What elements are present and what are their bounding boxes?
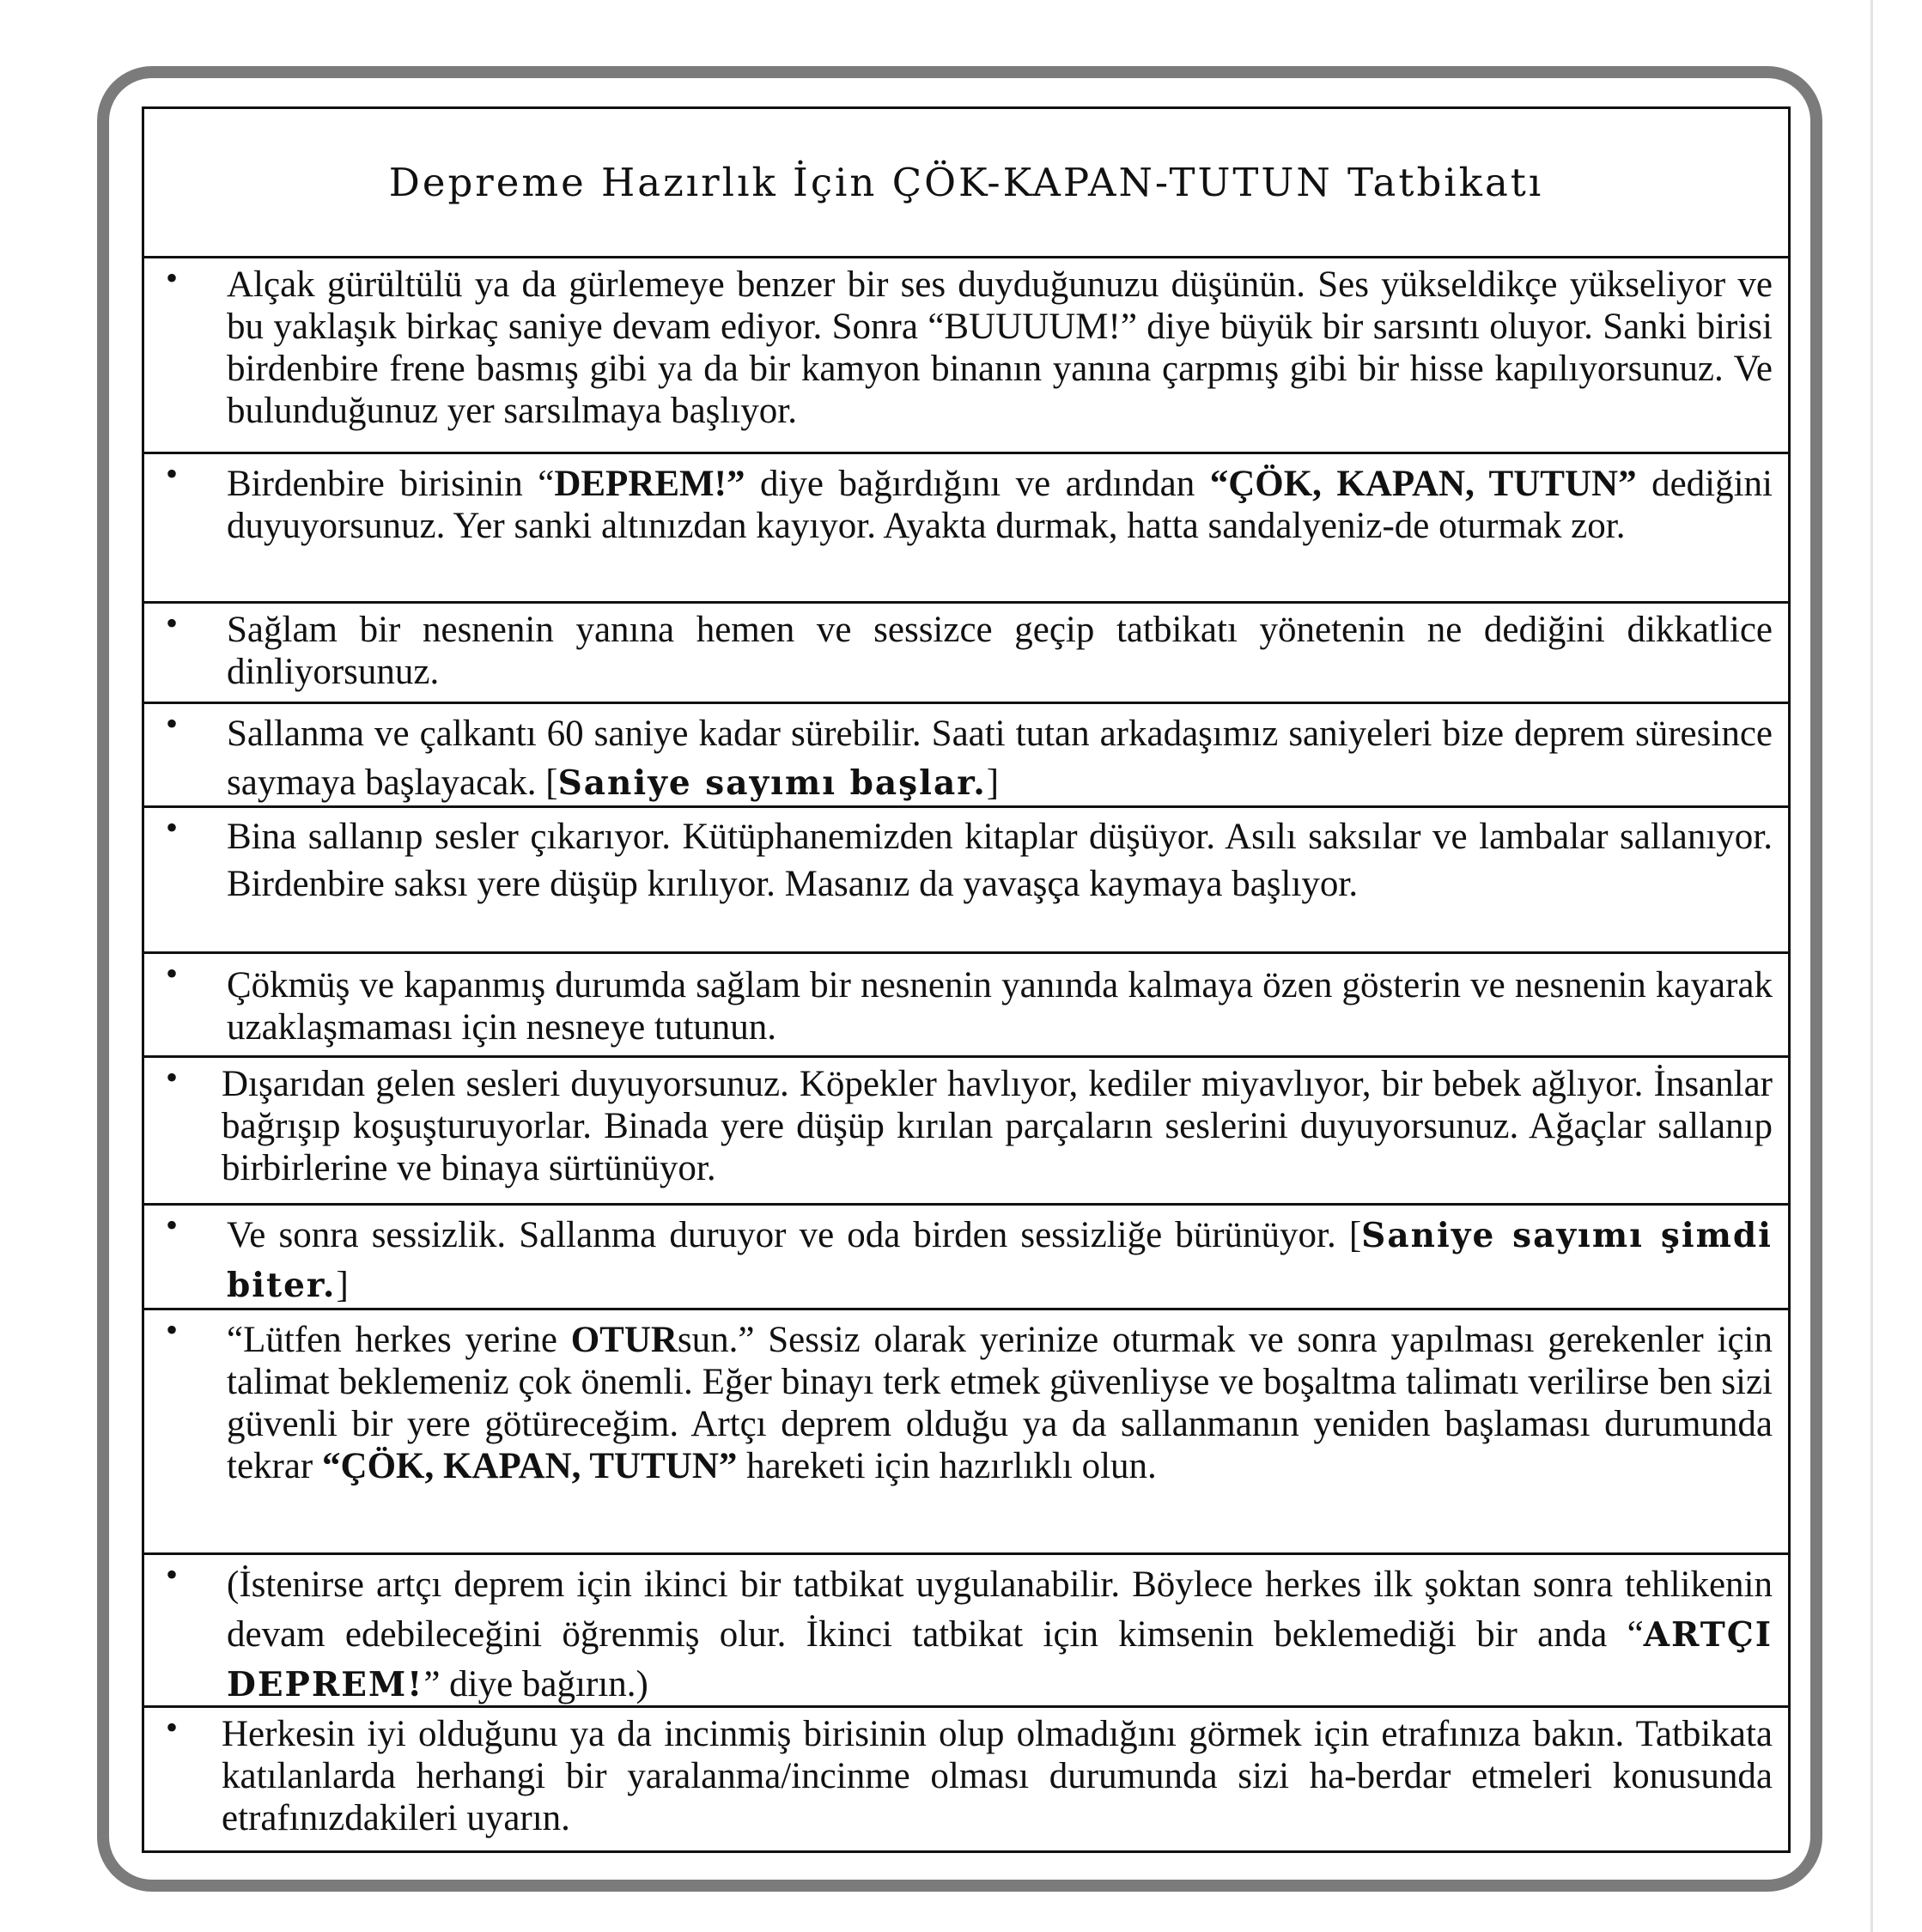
bullet-icon: • bbox=[166, 954, 179, 993]
list-item bbox=[144, 1206, 1788, 1310]
bullet-icon: • bbox=[166, 1555, 179, 1594]
item-text-pre: Ve sonra sessizlik. Sallanma duruyor ve oda birden sessizliğe bürünüyor. [ bbox=[227, 1215, 1362, 1255]
item-text: Sağlam bir nesnenin yanına hemen ve sessizce geçip tatbikatı yönetenin ne dediğini dikkatlice dinliyorsunuz. bbox=[227, 610, 1773, 692]
drill-table bbox=[142, 106, 1791, 1853]
item-text-pre: (İstenirse artçı deprem için ikinci bir tatbikat uygulanabilir. Böylece herkes ilk şoktan sonra tehlikenin devam edebileceğini öğrenmiş olur. İkinci tatbikat için kimsenin beklemediği bir anda “ bbox=[227, 1564, 1773, 1655]
list-item bbox=[144, 258, 1788, 454]
item-text-pre: Birdenbire birisinin “ bbox=[227, 464, 555, 504]
item-text: Çökmüş ve kapanmış durumda sağlam bir nesnenin yanında kalmaya özen gösterin ve nesnenin kayarak uzaklaşmaması için nesneye tutunun. bbox=[227, 965, 1773, 1048]
item-text-post: ] bbox=[336, 1265, 349, 1305]
page-edge-line bbox=[1870, 0, 1873, 1932]
item-text-post: ” diye bağırın.) bbox=[423, 1664, 648, 1704]
list-item bbox=[144, 808, 1788, 954]
item-text: Dışarıdan gelen sesleri duyuyorsunuz. Köpekler havlıyor, kediler miyavlıyor, bir bebek ağlıyor. İnsanlar bağrışıp koşuşturuyorlar. Binada yere düşüp kırılan parçaların seslerini duyuyorsunuz. Ağaçlar sallanıp birbirlerine ve binaya sürtünüyor. bbox=[222, 1064, 1773, 1188]
item-text-bold: “ÇÖK, KAPAN, TUTUN” bbox=[322, 1446, 738, 1486]
bullet-icon: • bbox=[166, 258, 179, 297]
item-text-bold: “ÇÖK, KAPAN, TUTUN” bbox=[1209, 464, 1637, 504]
item-text: Alçak gürültülü ya da gürlemeye benzer bir ses duyduğunuzu düşünün. Ses yükseldikçe yükseliyor ve bu yaklaşık birkaç saniye devam ediyor. Sonra “BUUUUM!” diye büyük bir sarsıntı oluyor. Sanki birisi birdenbire frene basmış gibi ya da bir kamyon binanın yanına çarpmış gibi bir hisse kapılıyorsunuz. Ve bulunduğunuz yer sarsılmaya başlıyor. bbox=[227, 264, 1773, 431]
list-item bbox=[144, 604, 1788, 704]
item-text-post: hareketi için hazırlıklı olun. bbox=[737, 1446, 1157, 1486]
list-item bbox=[144, 1708, 1788, 1845]
item-text-mid: sun.” Sessiz olarak yerinize oturmak ve sonra yapılması gerekenler için talimat beklemeniz çok önemli. Eğer binayı terk etmek güvenliyse ve boşaltma talimatı verilirse ben sizi güvenli bir yere götüreceğim. Artçı deprem olduğu ya da sallanmanın yeniden başlaması durumunda tekrar bbox=[227, 1320, 1773, 1486]
list-item bbox=[144, 454, 1788, 604]
document-title: Depreme Hazırlık İçin ÇÖK-KAPAN-TUTUN Tatbikatı bbox=[144, 109, 1788, 258]
list-item bbox=[144, 1310, 1788, 1555]
item-text-post: ] bbox=[986, 762, 1000, 803]
item-text-bold: OTUR bbox=[570, 1320, 678, 1360]
bullet-icon: • bbox=[166, 1058, 179, 1097]
bullet-icon: • bbox=[166, 1708, 179, 1747]
bullet-icon: • bbox=[166, 1206, 179, 1244]
item-text: Herkesin iyi olduğunu ya da incinmiş birisinin olup olmadığını görmek için etrafınıza bakın. Tatbikata katılanlarda herhangi bir yaralanma/incinme olması durumunda sizi ha-berdar etmeleri konusunda etrafınızdakileri uyarın. bbox=[222, 1714, 1773, 1838]
bullet-icon: • bbox=[166, 454, 179, 493]
list-item bbox=[144, 954, 1788, 1058]
item-text-pre: “Lütfen herkes yerine bbox=[227, 1320, 571, 1360]
item-text-post: dediğini duyuyorsunuz. Yer sanki altınızdan kayıyor. Ayakta durmak, hatta sandalyeniz-de oturmak zor. bbox=[227, 464, 1773, 546]
bullet-icon: • bbox=[166, 1310, 179, 1349]
list-item bbox=[144, 1555, 1788, 1708]
bullet-icon: • bbox=[166, 704, 179, 743]
item-text-pre: Sallanma ve çalkantı 60 saniye kadar sürebilir. Saati tutan arkadaşımız saniyeleri bize deprem süresince saymaya başlayacak. [ bbox=[227, 714, 1773, 803]
item-text-mid: diye bağırdığını ve ardından bbox=[745, 464, 1210, 504]
item-text: Bina sallanıp sesler çıkarıyor. Kütüphanemizden kitaplar düşüyor. Asılı saksılar ve lambalar sallanıyor. Birdenbire saksı yere düşüp kırılıyor. Masanız da yavaşça kaymaya başlıyor. bbox=[227, 817, 1773, 904]
item-text-bold: ARTÇI DEPREM! bbox=[227, 1615, 1773, 1704]
item-text-bold: DEPREM!” bbox=[554, 464, 745, 504]
item-text-bold: Saniye sayımı başlar. bbox=[557, 763, 987, 803]
bullet-icon: • bbox=[166, 604, 179, 642]
item-text-bold: Saniye sayımı şimdi biter. bbox=[227, 1216, 1773, 1305]
list-item bbox=[144, 1058, 1788, 1206]
bullet-icon: • bbox=[166, 808, 179, 847]
list-item bbox=[144, 704, 1788, 808]
